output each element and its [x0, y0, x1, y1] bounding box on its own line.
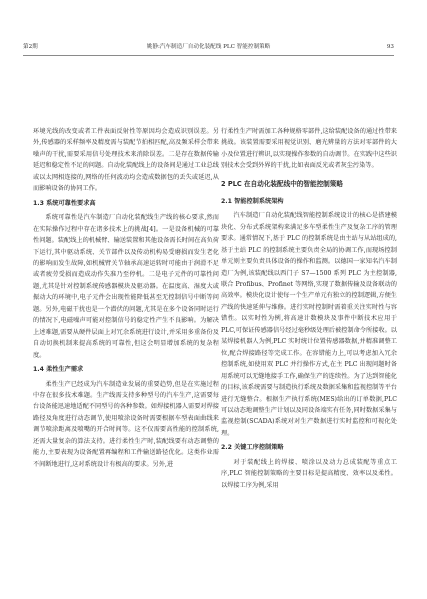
paragraph: 行柔性生产时需加工各种规格零部件,这给装配设备的通过性带来挑战。该装置需要采用视觉识别、磨光辨量的方法对零部件的大小及位置进行辨识,以实现操作参数的自动调节。在实践中这些识别技术会受到外界的干扰,比如表面反光或者灰尘污染等。	[221, 128, 397, 170]
section-heading-2-1: 2.1 智能控制系统架构	[221, 197, 284, 205]
page-header	[23, 41, 394, 53]
paragraph: 柔性生产已经成为汽车制造业发展的重要趋势,但是在实施过程中存在很多技术难题。生产线需支持多种型号的汽车生产,这需要每台设备能迅速地适配不同型号的各种参数。如焊接机器人需要对焊接路径及角度进行动态调节,使用喷涂设备时需要根据车型表面曲线来调节喷涂距离及喷嘴的开合时间等。这不仅需要高性能的控制系统,还需大量复杂的算法支持。进行柔性生产时,装配线要有动态调整的能力,主要表现为设备配置再编程和工件输送路径优化。这类作业需不间断地进行,这对系统设计有极高的要求。另外,进	[33, 380, 219, 468]
section-heading-1-4: 1.4 柔性生产需求	[33, 366, 84, 374]
paragraph: 汽车制造厂自动化装配线智能控制系统设计的核心是搭建模块化、分布式系统架构来满足多车型柔性生产及复杂工序的管理要求。通常情况下,基于 PLC 的控制系统是由主站与从站组成的,基于主站 PLC 的控制系统主要负责全局的协调工作,而现场控制单元则主要负责具体设备的操作和监测。以德国一家知名汽车制造厂为例,该装配线以西门子 S7—1500 系列 PLC 为主控制器,联合 Profibus、Profinet 等网络,实现了数据传输及设备联动的高效率。模块化设计使每一个生产单元有独立的控制逻辑,方便生产线的快速延伸与维修。进行实时控制时需着重关注实时性与容错性。以实时性为例,将高速计数模块及事件中断技术应用于 PLC,可保证传感器信号经过毫秒级处理后被控制命令所接收。以某焊接机器人为例,PLC 实时统计位置传感器数据,并精准调整工位,配合焊接路径等完成工作。在容错能力上,可以考虑加入冗余控制系统,如使用双 PLC 并行操作方式,在主 PLC 出现问题时备用系统可以无缝地接手工作,确保生产的连续性。为了达到智能化的目标,该系统需要与制造执行系统及数据采集和监视控制等平台进行无缝整合。根据生产执行系统(MES)给出的订单数据,PLC 可以动态地调整生产计划以及同设备端实有任务,同时数据采集与监视控制(SCADA)系统对对生产数据进行实时监控和可视化处理。	[221, 212, 397, 437]
page-number: 93	[386, 44, 394, 50]
paragraph: 系统可靠性是汽车制造厂自动化装配线生产线的核心要求,然而在实际操作过程中存在诸多技术上的挑战[4]。一是设备机械的可靠性问题。装配线上的机械臂、输送装置和其他设备需长时间在高负荷下运行,其中驱动系统、关节部件以及传动机构易受磨损而发生老化的影响而发生故障,如机械臂关节轴承高速运转时可能由于润滑不足或者疲劳受损而造成动作失准乃至停机。二是电子元件的可靠性问题,尤其是针对控制系统传感器模块及驱动器。在温度高、湿度大或振动大的环境中,电子元件会出现性能降低甚至无控制信号中断等问题。另外,电磁干扰也是一个潜伏的问题,尤其是在多个设备同时运行的情况下,电磁噪声可能对控制信号的稳定性产生不良影响。为解决上述难题,需要从硬件层面上对冗余系统进行设计,并采用多重备份及自动切换机制来提高系统的可靠性,但这会明显增加系统的复杂程度。	[33, 214, 219, 359]
header-rule	[23, 55, 394, 56]
issue-label: 第2期	[23, 44, 38, 50]
section-heading-2: 2 PLC 在自动化装配线中的智能控制策略	[221, 179, 343, 188]
running-title: 姚静:汽车制造厂自动化装配线 PLC 智能控制策略	[146, 44, 271, 50]
section-heading-2-2: 2.2 关键工序控制策略	[221, 444, 284, 452]
left-column	[33, 126, 219, 470]
paragraph: 对于装配线上的焊接、喷涂以及动力总成装配等重点工序,PLC 智能控制策略的主要目标是提高精度、效率以及柔性。以焊接工序为例,采用	[221, 458, 397, 489]
right-column	[221, 126, 397, 491]
section-heading-1-3: 1.3 系统可靠性要求高	[33, 199, 96, 207]
paragraph: 环境光线的改变或者工件表面反射性等原因均会造成识别误差。另外,传感器的采样频率及精度需与装配节拍相匹配,高及频采样会带来噪声的干扰,需要采用信号处理技术来消除误差。二是存在数据传输延迟和稳定性不足的问题。自动化装配线上的设备间是通过工业总线或以太网相连接的,网络的任何波动均会造成数据包的丢失或延迟,从而影响设备的协同工作。	[33, 128, 219, 193]
